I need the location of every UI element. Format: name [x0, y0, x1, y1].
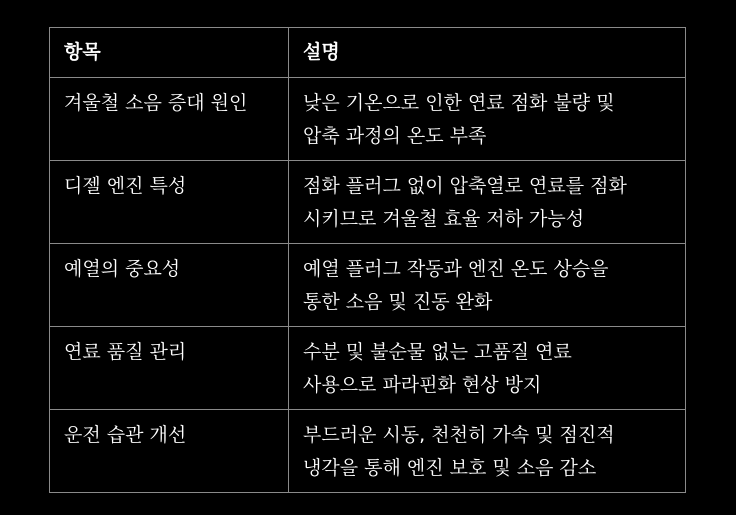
table-row [50, 78, 686, 161]
header-row [50, 28, 686, 78]
row-description-cell [289, 410, 686, 493]
description-line: 점화 플러그 없이 압축열로 연료를 점화 [303, 175, 627, 197]
row-description-cell [289, 244, 686, 327]
column-header-description: 설명 [289, 28, 686, 78]
table-row [50, 410, 686, 493]
description-line: 부드러운 시동, 천천히 가속 및 점진적 [303, 424, 615, 446]
row-item-cell: 운전 습관 개선 [50, 410, 289, 493]
row-description-cell [289, 161, 686, 244]
description-line: 수분 및 불순물 없는 고품질 연료 [303, 341, 572, 363]
info-table [49, 27, 686, 493]
table-row [50, 244, 686, 327]
table-row [50, 161, 686, 244]
description-line: 예열 플러그 작동과 엔진 온도 상승을 [303, 258, 609, 280]
row-description-cell [289, 78, 686, 161]
table-row [50, 327, 686, 410]
description-line: 사용으로 파라핀화 현상 방지 [303, 374, 542, 396]
row-item-cell: 디젤 엔진 특성 [50, 161, 289, 244]
description-line: 냉각을 통해 엔진 보호 및 소음 감소 [303, 457, 597, 479]
row-description-cell [289, 327, 686, 410]
description-line: 압축 과정의 온도 부족 [303, 125, 487, 147]
row-item-cell: 예열의 중요성 [50, 244, 289, 327]
description-line: 시키므로 겨울철 효율 저하 가능성 [303, 208, 585, 230]
description-line: 통한 소음 및 진동 완화 [303, 291, 493, 313]
row-item-cell: 겨울철 소음 증대 원인 [50, 78, 289, 161]
description-line: 낮은 기온으로 인한 연료 점화 불량 및 [303, 92, 615, 114]
row-item-cell: 연료 품질 관리 [50, 327, 289, 410]
column-header-item: 항목 [50, 28, 289, 78]
